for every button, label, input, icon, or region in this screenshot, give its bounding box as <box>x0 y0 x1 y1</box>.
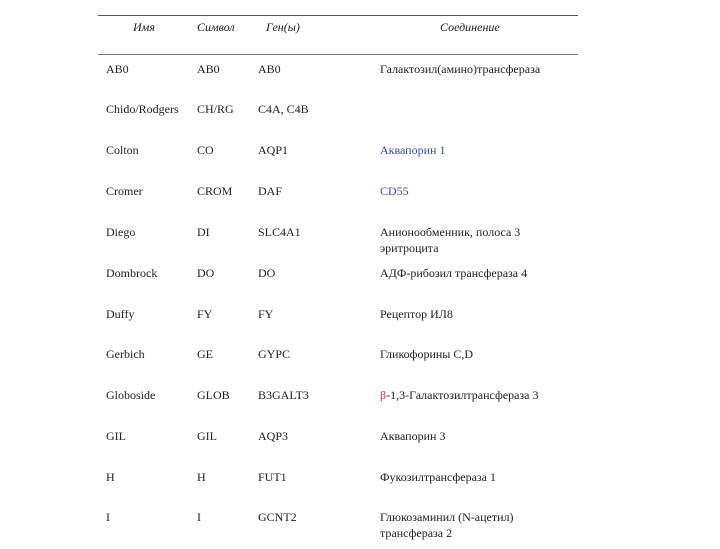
compound-line-1: Анионообменник, полоса 3 <box>380 225 521 239</box>
cell-symbol: DI <box>197 225 210 239</box>
cell-gene: DAF <box>258 184 283 198</box>
cell-gene: FY <box>258 307 274 321</box>
table-row <box>0 346 720 386</box>
cell-name: Dombrock <box>106 266 158 280</box>
compound-line-2: эритроцита <box>380 241 439 255</box>
cell-name: AB0 <box>106 62 129 76</box>
cell-compound: Фукозилтрансфераза 1 <box>380 470 496 484</box>
cell-gene: AQP1 <box>258 143 289 157</box>
header-compound: Соединение <box>440 20 500 34</box>
cell-name: Globoside <box>106 388 156 402</box>
cell-gene: AB0 <box>258 62 281 76</box>
table-row <box>0 224 720 264</box>
cell-symbol: GIL <box>197 429 217 443</box>
cell-gene: GYPC <box>258 347 291 361</box>
cell-gene: AQP3 <box>258 429 289 443</box>
cell-symbol: CH/RG <box>197 102 234 116</box>
cell-name: GIL <box>106 429 126 443</box>
cell-compound: Аквапорин 3 <box>380 429 446 443</box>
table-row <box>0 61 720 101</box>
cell-gene: FUT1 <box>258 470 287 484</box>
cell-gene: DO <box>258 266 276 280</box>
cell-gene: B3GALT3 <box>258 388 309 402</box>
table-row <box>0 183 720 223</box>
cell-gene: C4A, C4B <box>258 102 309 116</box>
table-row <box>0 509 720 549</box>
cell-name: Colton <box>106 143 139 157</box>
compound-line-2: трансфераза 2 <box>380 526 453 540</box>
table-row <box>0 265 720 305</box>
header-symbol: Символ <box>197 20 235 34</box>
cell-gene: GCNT2 <box>258 510 297 524</box>
table-row <box>0 101 720 141</box>
table-row <box>0 306 720 346</box>
table-header-rule <box>98 54 578 55</box>
cell-compound <box>380 509 580 541</box>
cell-symbol: DO <box>197 266 215 280</box>
cell-gene: SLC4A1 <box>258 225 301 239</box>
cell-symbol: CROM <box>197 184 233 198</box>
cell-symbol: AB0 <box>197 62 220 76</box>
table-row <box>0 428 720 468</box>
cell-symbol: CO <box>197 143 214 157</box>
table-row <box>0 387 720 427</box>
cell-name: Diego <box>106 225 136 239</box>
cell-name: Chido/Rodgers <box>106 102 179 116</box>
cell-name: I <box>106 510 110 524</box>
cell-symbol: H <box>197 470 206 484</box>
table-top-rule <box>98 15 578 16</box>
beta-symbol: β <box>380 388 387 402</box>
cell-compound <box>380 387 580 403</box>
cell-compound: Гликофорины C,D <box>380 347 474 361</box>
cell-compound: АДФ-рибозил трансфераза 4 <box>380 266 528 280</box>
cd55-link[interactable]: CD55 <box>380 184 409 198</box>
header-genes: Ген(ы) <box>266 20 300 34</box>
aquaporin-1-link[interactable]: Аквапорин 1 <box>380 143 446 157</box>
cell-symbol: GE <box>197 347 213 361</box>
cell-symbol: GLOB <box>197 388 230 402</box>
compound-rest: -1,3-Галактозилтрансфераза 3 <box>386 388 539 402</box>
cell-name: Cromer <box>106 184 143 198</box>
cell-compound <box>380 224 580 256</box>
compound-line-1: Глюкозаминил (N-ацетил) <box>380 510 514 524</box>
cell-name: H <box>106 470 115 484</box>
cell-symbol: FY <box>197 307 213 321</box>
table-row <box>0 469 720 509</box>
cell-compound: Галактозил(амино)трансфераза <box>380 62 541 76</box>
cell-name: Gerbich <box>106 347 145 361</box>
cell-symbol: I <box>197 510 201 524</box>
cell-name: Duffy <box>106 307 135 321</box>
cell-compound: Рецептор ИЛ8 <box>380 307 453 321</box>
header-name: Имя <box>133 20 155 34</box>
table-row <box>0 142 720 182</box>
